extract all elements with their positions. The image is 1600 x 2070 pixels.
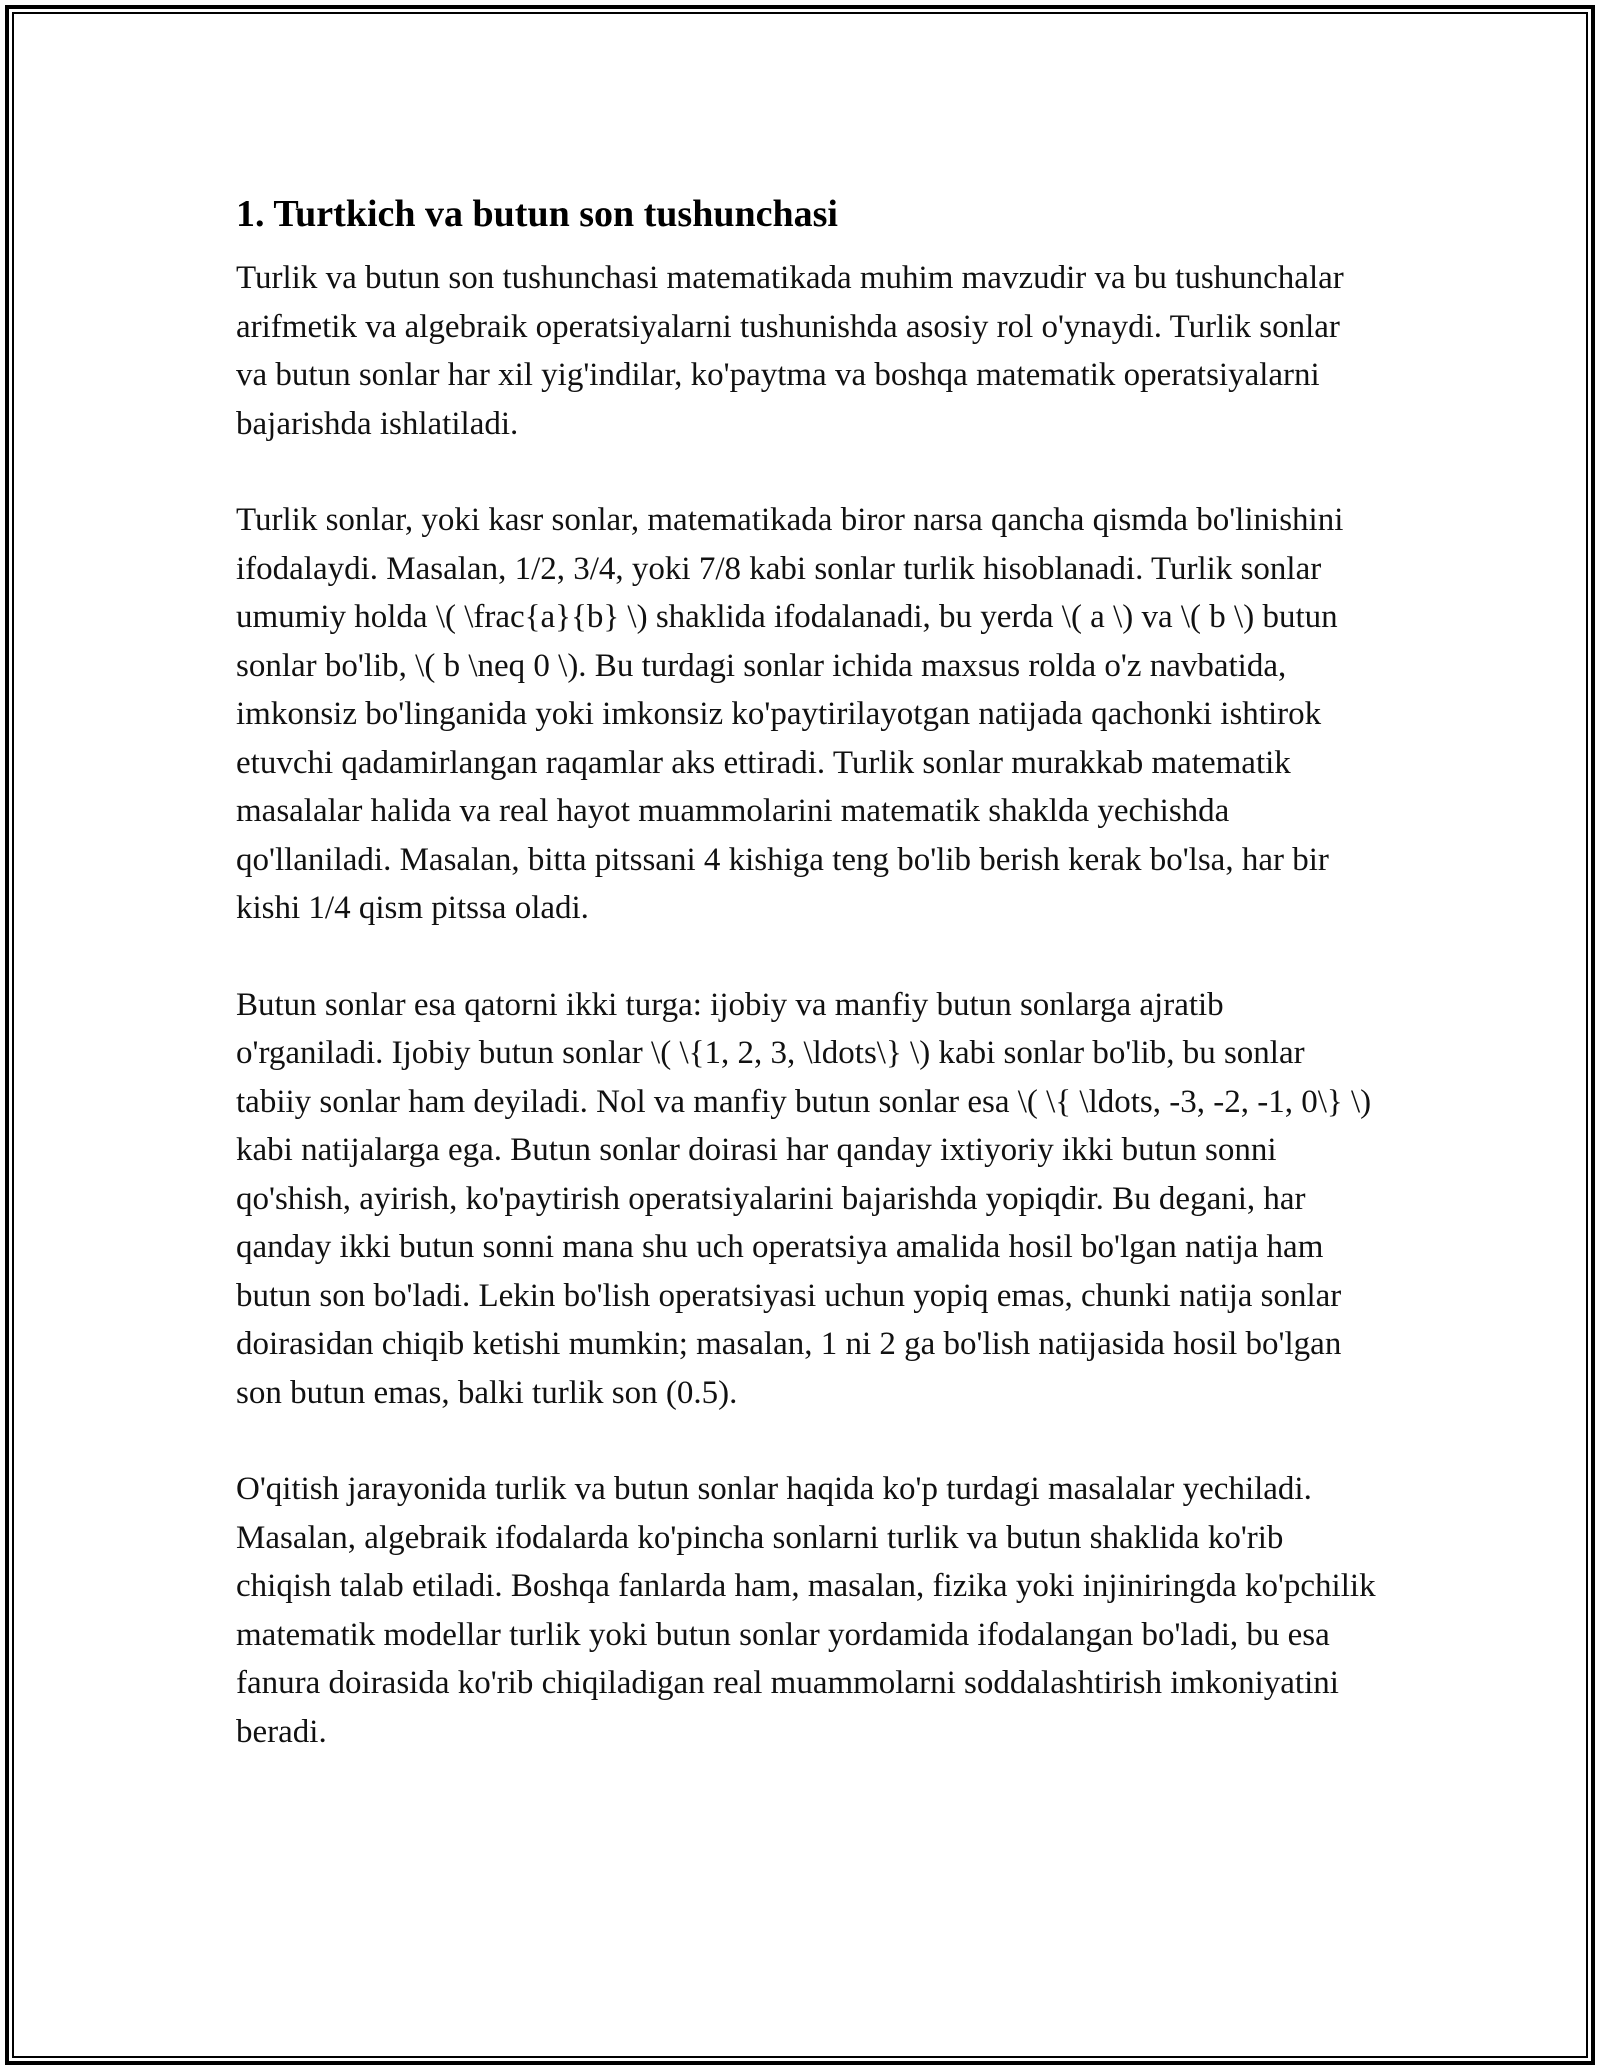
paragraph-intro: Turlik va butun son tushunchasi matematikada muhim mavzudir va bu tushunchalar arifmetik va algebraik operatsiyalarni tushunishda asosiy rol o'ynaydi. Turlik sonlar va butun sonlar har xil yig'indilar, ko'paytma va boshqa matematik operatsiyalarni bajarishda ishlatiladi. xyxy=(236,260,1344,442)
document-body xyxy=(236,188,1376,1804)
paragraph-fractions: Turlik sonlar, yoki kasr sonlar, matematikada biror narsa qancha qismda bo'linishini ifodalaydi. Masalan, 1/2, 3/4, yoki 7/8 kabi sonlar turlik hisoblanadi. Turlik sonlar umumiy holda \( \frac{a}{b} \) shaklida ifodalanadi, bu yerda \( a \) va \( b \) butun sonlar bo'lib, \( b \neq 0 \). Bu turdagi sonlar ichida maxsus rolda o'z navbatida, imkonsiz bo'linganida yoki imkonsiz ko'paytirilayotgan natijada qachonki ishtirok etuvchi qadamirlangan raqamlar aks ettiradi. Turlik sonlar murakkab matematik masalalar halida va real hayot muammolarini matematik shaklda yechishda qo'llaniladi. Masalan, bitta pitssani 4 kishiga teng bo'lib berish kerak bo'lsa, har bir kishi 1/4 qism pitssa oladi. xyxy=(236,502,1344,926)
paragraph-applications: O'qitish jarayonida turlik va butun sonlar haqida ko'p turdagi masalalar yechiladi. Masalan, algebraik ifodalarda ko'pincha sonlarni turlik va butun shaklida ko'rib chiqish talab etiladi. Boshqa fanlarda ham, masalan, fizika yoki injiniringda ko'pchilik matematik modellar turlik yoki butun sonlar yordamida ifodalangan bo'ladi, bu esa fanura doirasida ko'rib chiqiladigan real muammolarni soddalashtirish imkoniyatini beradi. xyxy=(236,1471,1376,1750)
section-title: 1. Turtkich va butun son tushunchasi xyxy=(236,193,838,235)
paragraph-integers: Butun sonlar esa qatorni ikki turga: ijobiy va manfiy butun sonlarga ajratib o'rganiladi. Ijobiy butun sonlar \( \{1, 2, 3, \ldots\} \) kabi sonlar bo'lib, bu sonlar tabiiy sonlar ham deyiladi. Nol va manfiy butun sonlar esa \( \{ \ldots, -3, -2, -1, 0\} \) kabi natijalarga ega. Butun sonlar doirasi har qanday ixtiyoriy ikki butun sonni qo'shish, ayirish, ko'paytirish operatsiyalarini bajarishda yopiqdir. Bu degani, har qanday ikki butun sonni mana shu uch operatsiya amalida hosil bo'lgan natija ham butun son bo'ladi. Lekin bo'lish operatsiyasi uchun yopiq emas, chunki natija sonlar doirasidan chiqib ketishi mumkin; masalan, 1 ni 2 ga bo'lish natijasida hosil bo'lgan son butun emas, balki turlik son (0.5). xyxy=(236,986,1372,1411)
